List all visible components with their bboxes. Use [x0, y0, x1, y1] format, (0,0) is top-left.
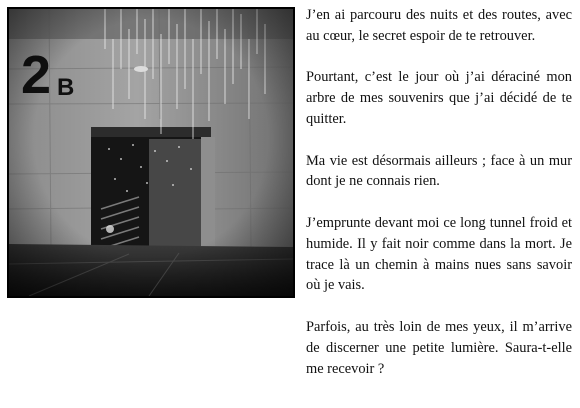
poem-paragraph-4: J’emprunte devant moi ce long tunnel froid et humide. Il y fait noir comme dans la mort. Je trace là un chemin à mains nues sans savoir où je vais. [306, 214, 572, 294]
poem-paragraph-1: J’en ai parcouru des nuits et des routes, avec au cœur, le secret espoir de te retrouver. [306, 7, 572, 44]
tunnel-photo-drawing [9, 9, 293, 296]
poem-paragraph-5: Parfois, au très loin de mes yeux, il m’arrive de discerner une petite lumière. Saura-t-elle me recevoir ? [306, 318, 572, 377]
tunnel-photo [7, 7, 295, 298]
poem-paragraph-3: Ma vie est désormais ailleurs ; face à un mur dont je ne connais rien. [306, 152, 572, 190]
poem-paragraph-2: Pourtant, c’est le jour où j’ai déraciné mon arbre de mes souvenirs que j’ai décidé de te quitter. [306, 69, 572, 127]
poem-text [306, 5, 572, 379]
